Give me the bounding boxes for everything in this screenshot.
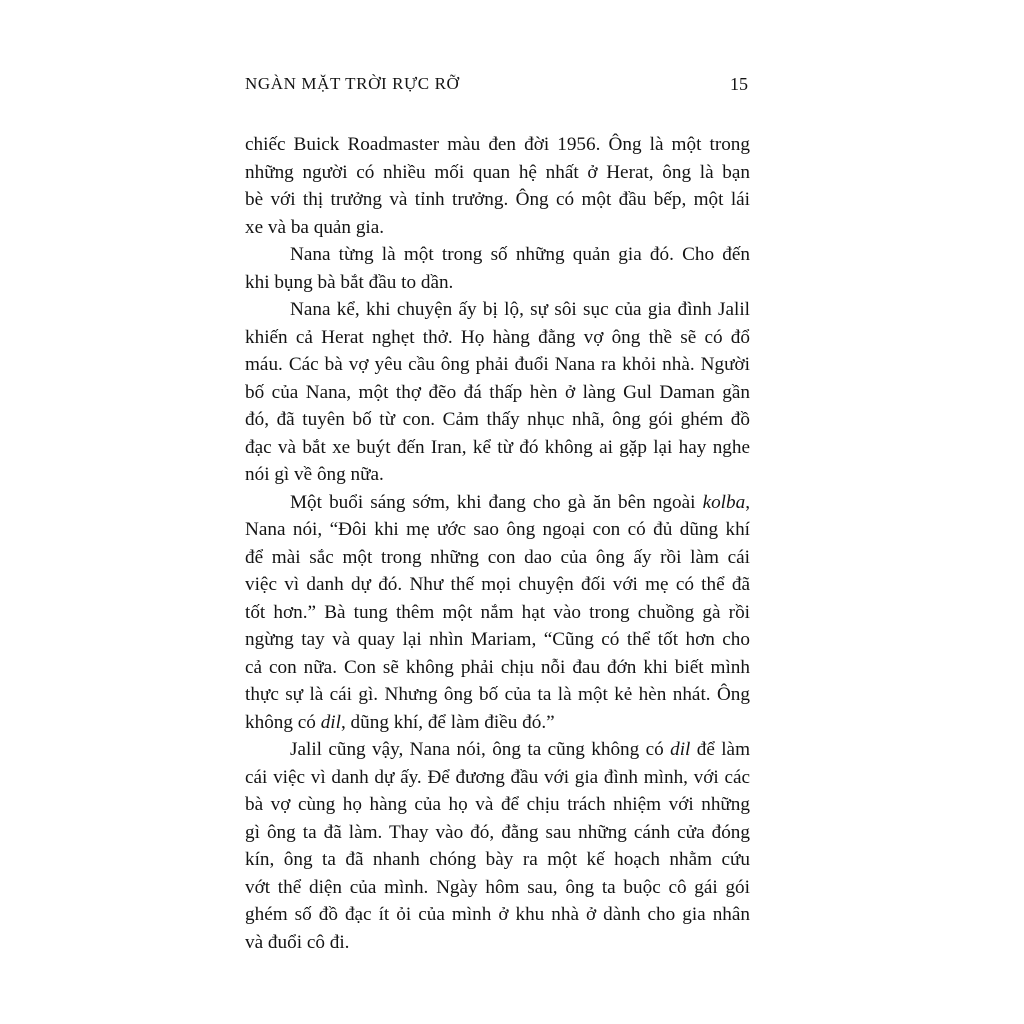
text-line: Nana từng là một trong số những quản gia đó. Cho đến [290,244,750,265]
text-line: Một buổi sáng sớm, khi đang cho gà ăn bên ngoài kolba, [290,491,750,513]
text-line: vớt thể diện của mình. Ngày hôm sau, ông ta buộc cô gái gói [245,876,750,898]
text-line: xe và ba quản gia. [245,216,385,238]
text-line: để mài sắc một trong những con dao của ông ấy rồi làm cái [245,546,750,568]
text-line: bà vợ cùng họ hàng của họ và để chịu trách nhiệm với những [245,794,750,815]
page-number: 15 [730,74,748,94]
text-line: thực sự là cái gì. Nhưng ông bố của ta là một kẻ hèn nhát. Ông [245,684,750,705]
body-text [245,131,750,956]
text-line: cái việc vì danh dự ấy. Để đương đầu với gia đình mình, với các [245,766,750,788]
text-line: chiếc Buick Roadmaster màu đen đời 1956. Ông là một trong [245,134,750,155]
text-line: gì ông ta đã làm. Thay vào đó, đằng sau những cánh cửa đóng [245,821,750,843]
text-line: nói gì về ông nữa. [245,464,384,485]
text-line: không có dil, dũng khí, để làm điều đó.” [245,711,555,733]
text-line: tốt hơn.” Bà tung thêm một nắm hạt vào trong chuồng gà rồi [245,601,750,623]
text-line: và đuổi cô đi. [245,931,350,953]
text-line: bè với thị trưởng và tỉnh trưởng. Ông có một đầu bếp, một lái [245,189,750,210]
text-line: kín, ông ta đã nhanh chóng bày ra một kế hoạch nhằm cứu [245,849,750,870]
text-line: đó, đã tuyên bố từ con. Cảm thấy nhục nhã, ông gói ghém đồ [245,409,750,430]
text-line: khiến cả Herat nghẹt thở. Họ hàng đằng vợ ông thề sẽ có đổ [245,326,750,348]
running-header [245,74,750,102]
text-line: Nana kể, khi chuyện ấy bị lộ, sự sôi sục của gia đình Jalil [290,299,750,320]
text-line: ghém số đồ đạc ít ỏi của mình ở khu nhà ở dành cho gia nhân [245,904,750,925]
text-line: khi bụng bà bắt đầu to dần. [245,271,454,293]
text-line: việc vì danh dự đó. Như thế mọi chuyện đối với mẹ có thể đã [245,574,750,595]
text-line: ngừng tay và quay lại nhìn Mariam, “Cũng có thể tốt hơn cho [245,629,750,650]
text-line: máu. Các bà vợ yêu cầu ông phải đuổi Nana ra khỏi nhà. Người [245,354,750,375]
text-line: cả con nữa. Con sẽ không phải chịu nỗi đau đớn khi biết mình [245,656,750,678]
text-line: Jalil cũng vậy, Nana nói, ông ta cũng không có dil để làm [290,739,750,760]
text-line: Nana nói, “Đôi khi mẹ ước sao ông ngoại con có đủ dũng khí [245,519,750,540]
text-line: những người có nhiều mối quan hệ nhất ở Herat, ông là bạn [245,161,750,183]
book-title: NGÀN MẶT TRỜI RỰC RỠ [245,74,460,93]
text-line: đạc và bắt xe buýt đến Iran, kể từ đó không ai gặp lại hay nghe [245,436,750,458]
text-line: bố của Nana, một thợ đẽo đá thấp hèn ở làng Gul Daman gần [245,381,750,403]
